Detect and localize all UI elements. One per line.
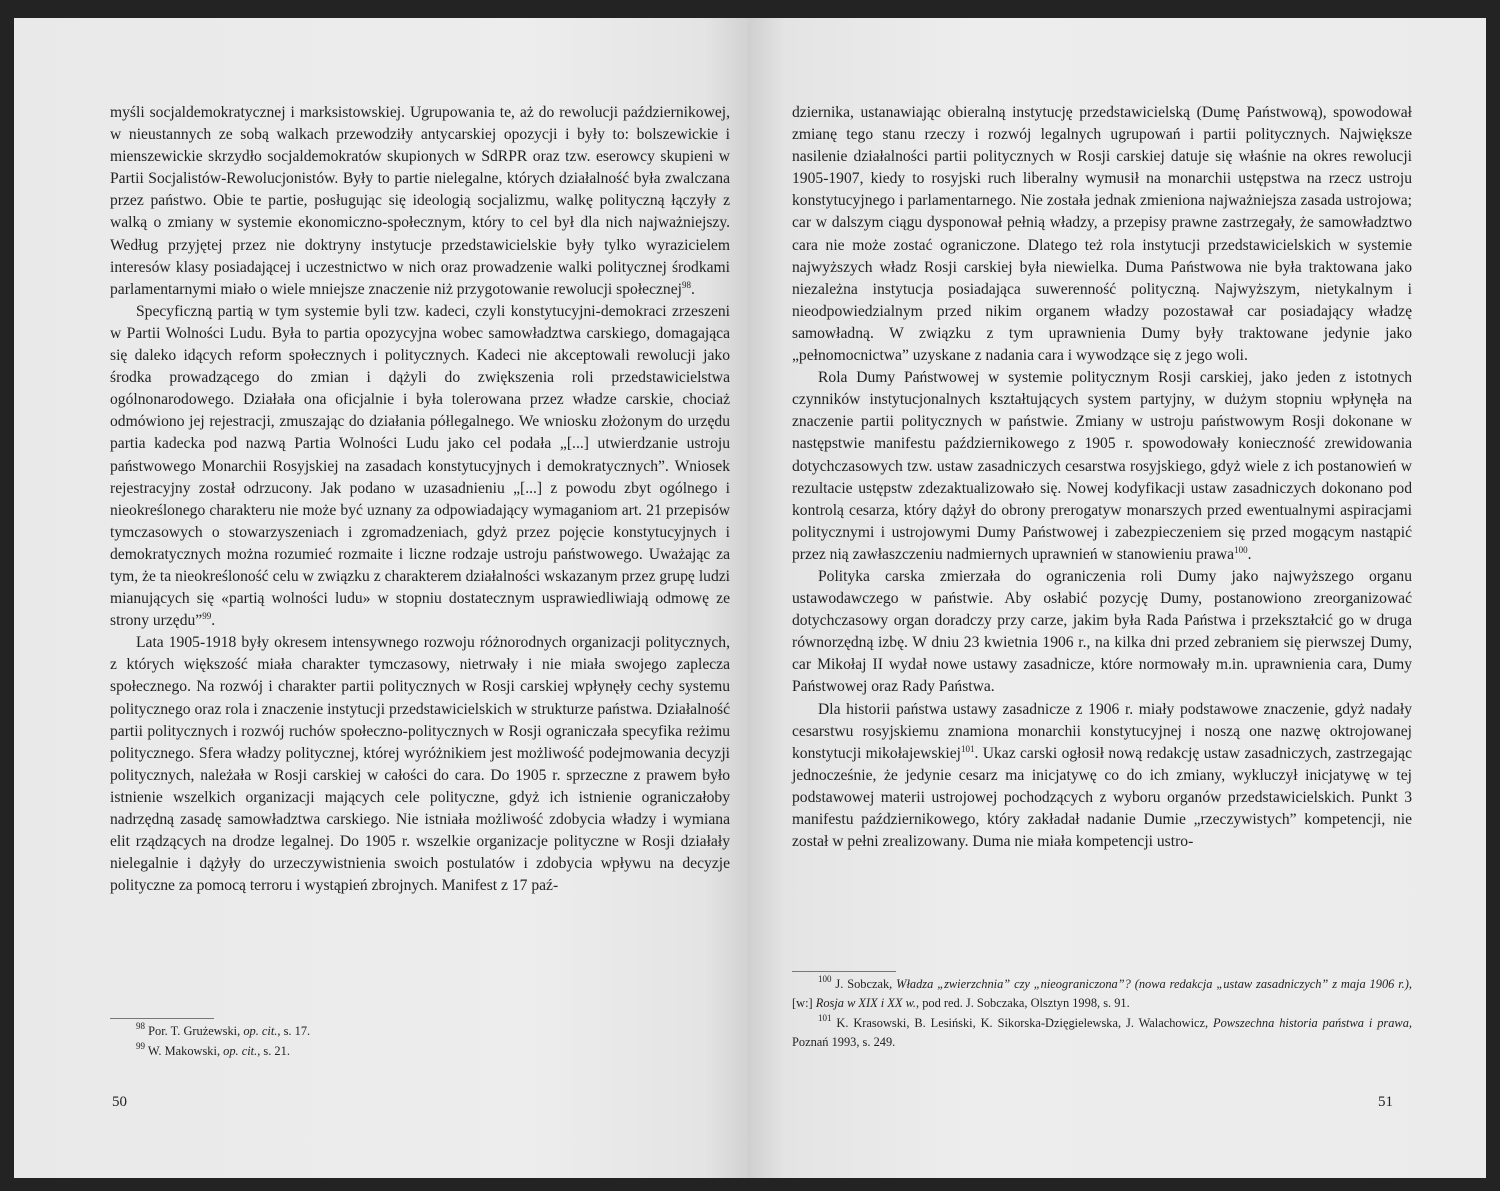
right-page — [748, 18, 1486, 1178]
left-body-text — [110, 102, 730, 897]
footnote-99: $^{99}$ W. Makowski, op. cit., s. 21. — [136, 1041, 290, 1058]
footnote-ref-100[interactable]: 100 — [1234, 544, 1248, 555]
left-paragraph-1: myśli socjaldemokratycznej i marksistowskiej. Ugrupowania te, aż do rewolucji październikowej, w nieustannych ze sobą walkach przewodziły antycarskiej opozycji i były to: bolszewickie i mienszewickie skrzydło socjaldemokratów skupionych w SdRPR oraz tzw. eserowcy skupieni w Partii Socjalistów-Rewolucjonistów. Były to partie nielegalne, których działalność była zwalczana przez państwo. Obie te partie, posługując się ideologią socjalizmu, walkę polityczną łączyły z walką o zmiany w systemie ekonomiczno-społecznym, który to cel był dla nich najważniejszy. Według przyjętej przez nie doktryny instytucje przedstawicielskie były tylko wyrazicielem interesów klasy posiadającej i uczestnictwo w nich oraz prowadzenie walki politycznej środkami parlamentarnymi miało o wiele mniejsze znaczenie niż przygotowanie rewolucji społecznej$^{98}$. — [110, 104, 730, 298]
left-paragraph-3: Lata 1905-1918 były okresem intensywnego rozwoju różnorodnych organizacji politycznych, z których większość miała charakter tymczasowy, nietrwały i nie miała swojego zaplecza społecznego. Na rozwój i charakter partii politycznych w Rosji carskiej wpłynęły cechy systemu politycznego oraz rola i znaczenie instytucji przedstawicielskich w strukturze państwa. Działalność partii politycznych i rozwój ruchów społeczno-politycznych w Rosji ograniczała specyfika reżimu politycznego. Sfera władzy politycznej, której wyróżnikiem jest możliwość podejmowania decyzji politycznych, należała w Rosji carskiej w całości do cara. Do 1905 r. sprzeczne z prawem było istnienie wszelkich organizacji mających cele polityczne, gdyż ich istnienie ograniczałoby nadrzędną zasadę samowładztwa carskiego. Nie istniała możliwość zdobycia władzy i wymiana elit rządzących na drodze legalnej. Do 1905 r. wszelkie organizacje polityczne w Rosji działały nielegalnie i dążyły do urzeczywistnienia swoich postulatów i zdobycia wpływu na decyzje polityczne za pomocą terroru i wystąpień zbrojnych. Manifest z 17 paź- — [110, 634, 730, 895]
right-paragraph-2: Rola Dumy Państwowej w systemie politycznym Rosji carskiej, jako jeden z istotnych czynników instytucjonalnych kształtujących system partyjny, w dużym stopniu wpłynęła na znaczenie partii politycznych w państwie. Zmiany w ustroju państwowym Rosji dokonane w następstwie manifestu październikowego z 1905 r. spowodowały konieczność zrewidowania dotychczasowych tzw. ustaw zasadniczych cesarstwa rosyjskiego, gdyż wiele z ich postanowień w rezultacie ustępstw zdezaktualizowało się. Nowej kodyfikacji ustaw zasadniczych dokonano pod kontrolą cesarza, który dążył do obrony prerogatyw monarszych przed ewentualnymi aspiracjami politycznymi i ustrojowymi Dumy Państwowej i zabezpieczeniem się przed mogącym nastąpić przez nią zawłaszczeniu nadmiernych uprawnień w stanowieniu prawa$^{100}$. — [792, 369, 1412, 563]
right-footnote-rule — [792, 971, 896, 972]
footnote-101: $^{101}$ K. Krasowski, B. Lesiński, K. Sikorska-Dzięgielewska, J. Walachowicz, Powszechna historia państwa i prawa, Poznań 1993, s. 249. — [792, 1013, 1412, 1049]
footnote-ref-98[interactable]: 98 — [681, 279, 691, 290]
left-page — [14, 18, 748, 1178]
page-number-left: 50 — [112, 1094, 127, 1110]
left-paragraph-2: Specyficzną partią w tym systemie byli tzw. kadeci, czyli konstytucyjni-demokraci zrzeszeni w Partii Wolności Ludu. Była to partia opozycyjna wobec samowładztwa carskiego, domagająca się daleko idących reform społecznych i politycznych. Kadeci nie akceptowali rewolucji jako środka prowadzącego do zmian i dążyli do zwiększenia roli przedstawicielstwa ogólnonarodowego. Działała ona oficjalnie i była tolerowana przez władze carskie, chociaż odmówiono jej rejestracji, zmuszając do działania półlegalnego. We wniosku złożonym do urzędu partia kadecka pod nazwą Partia Wolności Ludu jako cel podała „[...] utwierdzanie ustroju państwowego Monarchii Rosyjskiej na zasadach konstytucyjnych i demokratycznych”. Wniosek rejestracyjny został odrzucony. Jak podano w uzasadnieniu „[...] z powodu zbyt ogólnego i nieokreślonego charakteru nie może być uznany za odpowiadający wymaganiom art. 21 przepisów tymczasowych o stowarzyszeniach i zgromadzeniach, gdyż przez pojęcie konstytucyjnych i demokratycznych można rozumieć rozmaite i liczne rodzaje ustroju państwowego. Uważając za tym, że ta nieokreśloność celu w związku z charakterem działalności wskazanym przez grupę ludzi mianujących się «partią wolności ludu» w stopniu dostatecznym usprawiedliwiają odmowę ze strony urzędu”$^{99}$. — [110, 302, 730, 630]
right-body-text — [792, 102, 1412, 853]
footnote-ref-99[interactable]: 99 — [202, 611, 212, 622]
footnote-98: $^{98}$ Por. T. Grużewski, op. cit., s. 17. — [136, 1021, 311, 1038]
book-spread — [14, 18, 1486, 1178]
footnote-100: $^{100}$ J. Sobczak, Władza „zwierzchnia” czy „nieograniczona”? (nowa redakcja „ustaw zasadniczych” z maja 1906 r.), [w:] Rosja w XIX i XX w., pod red. J. Sobczaka, Olsztyn 1998, s. 91. — [792, 974, 1412, 1010]
footnote-ref-101[interactable]: 101 — [960, 743, 975, 754]
left-footnote-rule — [110, 1018, 214, 1019]
page-number-right: 51 — [1378, 1094, 1393, 1110]
right-paragraph-3: Polityka carska zmierzała do ograniczenia roli Dumy jako najwyższego organu ustawodawczego w państwie. Aby osłabić pozycję Dumy, postanowiono zreorganizować dotychczasowy organ doradczy przy carze, jakim była Rada Państwa i przekształcić go w druga równorzędną izbę. W dniu 23 kwietnia 1906 r., na kilka dni przed zebraniem się pierwszej Dumy, car Mikołaj II wydał nowe ustawy zasadnicze, które normowały m.in. uprawnienia cara, Dumy Państwowej oraz Rady Państwa. — [792, 567, 1412, 696]
right-paragraph-4: Dla historii państwa ustawy zasadnicze z 1906 r. miały podstawowe znaczenie, gdyż nadały cesarstwu rosyjskiemu znamiona monarchii konstytucyjnej i noszą one nazwę oktrojowanej konstytucji mikołajewskiej$^{101}$. Ukaz carski ogłosił nową redakcję ustaw zasadniczych, zastrzegając jednocześnie, że jedynie cesarz ma inicjatywę co do ich zmiany, wykluczył inicjatywę w tej podstawowej materii ustrojowej pochodzących z wyboru organów przedstawicielskich. Punkt 3 manifestu październikowego, który zakładał nadanie Dumie „rzeczywistych” kompetencji, nie został w pełni zrealizowany. Duma nie miała kompetencji ustro- — [792, 700, 1412, 851]
right-footnotes — [792, 975, 1412, 1053]
right-paragraph-1: dziernika, ustanawiając obieralną instytucję przedstawicielską (Dumę Państwową), spowodował zmianę tego stanu rzeczy i rozwój legalnych ugrupowań i partii politycznych. Największe nasilenie działalności partii politycznych w Rosji carskiej datuje się właśnie na okres rewolucji 1905-1907, kiedy to rosyjski ruch liberalny wymusił na monarchii ustępstwa na rzecz ustroju konstytucyjnego i parlamentarnego. Nie została jednak zmieniona najważniejsza zasada ustrojowa; car w dalszym ciągu dysponował pełnią władzy, a przepisy prawne zastrzegały, że samowładztwo cara nie może zostać ograniczone. Dlatego też rola instytucji przedstawicielskich w systemie najwyższych władz Rosji carskiej była niewielka. Duma Państwowa nie była traktowana jako niezależna instytucja posiadająca suwerenność polityczną. Najwyższym, nietykalnym i nieodpowiedzialnym przed nikim organem władzy pozostawał car posiadający władzę samowładną. W związku z tym uprawnienia Dumy były traktowane jedynie jako „pełnomocnictwa” uzyskane z nadania cara i wywodzące się z jego woli. — [792, 104, 1412, 365]
left-footnotes — [110, 1022, 730, 1062]
